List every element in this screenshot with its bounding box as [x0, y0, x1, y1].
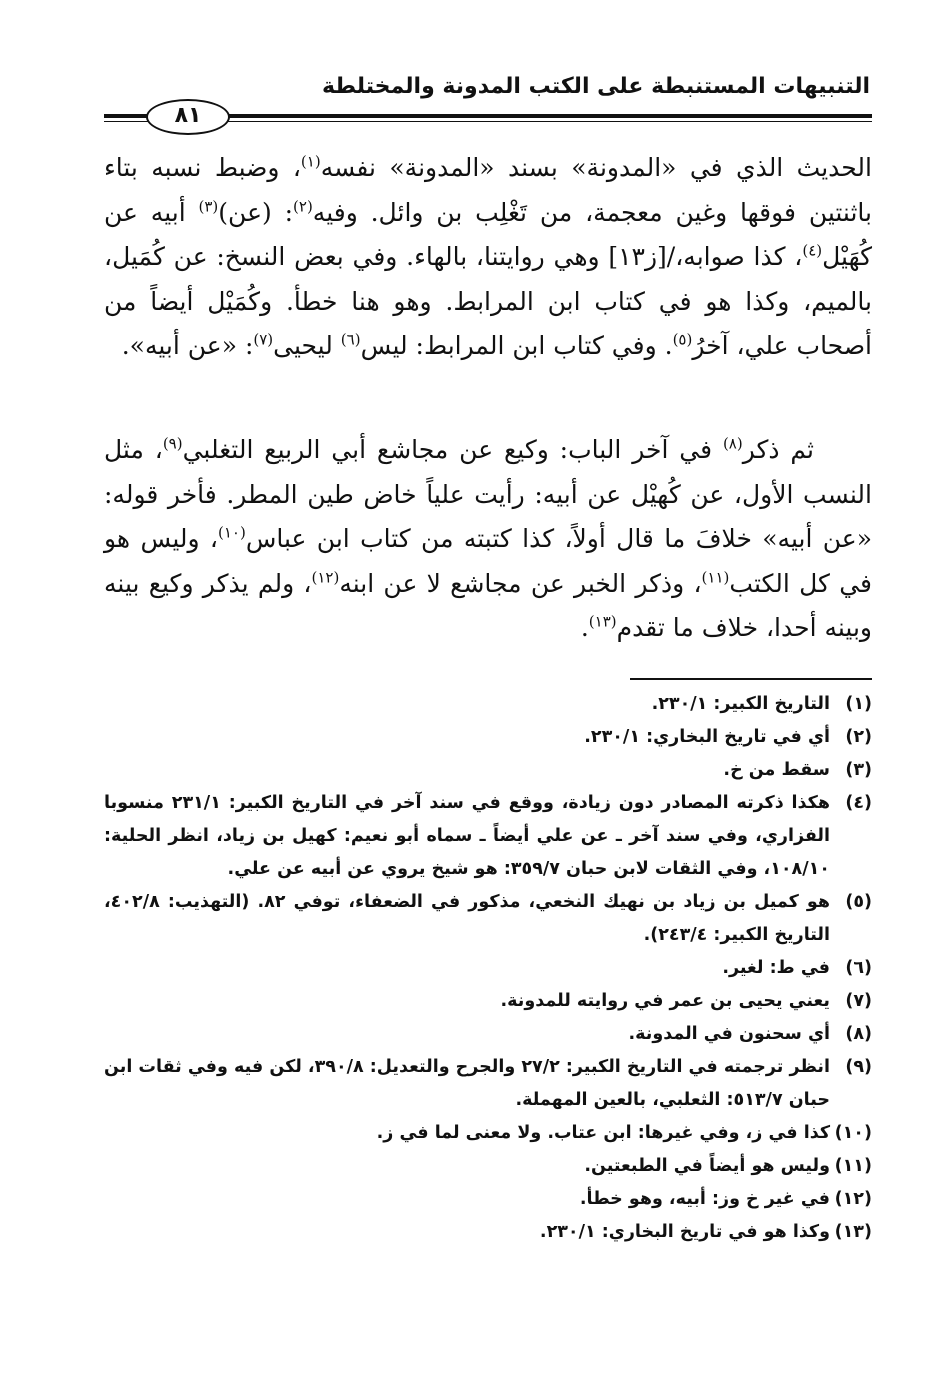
footnote-number: (١١) [834, 1156, 872, 1176]
footnote-text: في غير خ وز: أبيه، وهو خطأ. [579, 1189, 830, 1209]
footnote-text: في ط: لغير. [722, 958, 830, 978]
footnote-ref: (٥) [672, 330, 693, 349]
body-text-run: : «عن أبيه». [121, 331, 254, 360]
footnote-text: أي في تاريخ البخاري: ٢٣٠/١. [584, 727, 830, 747]
body-text-run: . [580, 613, 589, 642]
footnote-item [104, 1150, 872, 1183]
body-text-run: . وفي كتاب ابن المرابط: ليس [360, 331, 673, 360]
footnote-ref: (٤) [802, 241, 823, 260]
page-number-badge: ٨١ [146, 99, 230, 135]
footnote-ref: (١) [300, 152, 321, 171]
footnote-item [104, 1018, 872, 1051]
footnote-ref: (٢) [293, 197, 313, 216]
footnote-ref: (٧) [253, 330, 274, 349]
footnote-number: (٧) [845, 991, 872, 1011]
footnote-number: (٤) [845, 793, 872, 813]
body-text-run: ثم ذكر [742, 435, 815, 464]
footnote-ref: (٣) [198, 197, 219, 216]
footnote-ref: (٩) [162, 434, 183, 453]
body-paragraph-1 [104, 146, 872, 369]
footnote-number: (٦) [845, 958, 872, 978]
body-text-run: ، ولم يذكر وكيع بينه وبينه أحدا، خلاف ما تقدم [104, 568, 872, 642]
footnote-text: التاريخ الكبير: ٢٣٠/١. [651, 694, 830, 714]
footnote-item [104, 721, 872, 754]
body-text-run: ، مثل النسب الأول، عن كُهيْل عن أبيه: رأيت علياً خاض طين المطر. فأخر قوله: «عن أبيه» خلافَ ما قال أولاً، كذا كتبته من كتاب ابن عباس [104, 435, 872, 553]
footnote-number: (٨) [845, 1024, 872, 1044]
footnote-text: يعني يحيى بن عمر في روايته للمدونة. [500, 991, 830, 1011]
footnote-item [104, 1216, 872, 1249]
footnote-ref: (١١) [701, 568, 730, 587]
footnote-ref: (٨) [722, 434, 743, 453]
footnote-number: (٢) [845, 727, 872, 747]
footnote-item [104, 787, 872, 886]
body-text-run: في آخر الباب: وكيع عن مجاشع أبي الربيع التغلبي [182, 435, 723, 464]
footnote-item [104, 1051, 872, 1117]
footnote-text: وليس هو أيضاً في الطبعتين. [584, 1156, 830, 1176]
footnote-text: أي سحنون في المدونة. [628, 1024, 830, 1044]
body-text-run: أبيه عن كُهَيْل [104, 197, 873, 271]
body-text-run: ، وضبط نسبه بتاء باثنتين فوقها وغين معجمة، من تَغْلِب بن وائل. وفيه [104, 153, 873, 227]
footnote-text: انظر ترجمته في التاريخ الكبير: ٢٧/٢ والجرح والتعديل: ٣٩٠/٨، لكن فيه وفي ثقات ابن حبان ٥١٣/٧: الثعلبي، بالعين المهملة. [104, 1057, 830, 1110]
footnote-number: (١٢) [834, 1189, 872, 1209]
footnote-item [104, 754, 872, 787]
footnote-item [104, 952, 872, 985]
body-text-run: الحديث الذي في «المدونة» بسند «المدونة» نفسه [320, 153, 872, 182]
footnote-item [104, 1117, 872, 1150]
footnote-text: وكذا هو في تاريخ البخاري: ٢٣٠/١. [539, 1222, 830, 1242]
footnote-number: (٣) [845, 760, 872, 780]
body-text-run: ، وليس هو في كل الكتب [104, 524, 872, 598]
footnote-number: (٥) [845, 892, 872, 912]
footnote-ref: (١٠) [218, 523, 246, 542]
footnote-number: (١٣) [834, 1222, 872, 1242]
body-text-run: : (عن) [218, 197, 294, 227]
footnote-list [104, 688, 872, 1249]
footnote-item [104, 688, 872, 721]
footnote-number: (١) [845, 694, 872, 714]
footnote-item [104, 1183, 872, 1216]
footnote-ref: (١٢) [311, 568, 340, 587]
body-text-run: ، كذا صوابه،/[ز١٣] وهي روايتنا، بالهاء. وفي بعض النسخ: عن كُمَيل، بالميم، وكذا هو في كتاب ابن المرابط. وهو هنا خطأ. وكُمَيْل أيضاً من أصحاب علي، آخرُ [104, 242, 872, 360]
footnote-text: سقط من خ. [723, 760, 830, 780]
running-head-title: التنبيهات المستنبطة على الكتب المدونة والمختلطة [321, 74, 870, 99]
footnote-item [104, 985, 872, 1018]
footnote-number: (٩) [845, 1057, 872, 1077]
footnote-number: (١٠) [834, 1123, 872, 1143]
footnote-ref: (٦) [340, 330, 361, 349]
body-text-run: ليحيى [273, 331, 341, 360]
footnote-item [104, 886, 872, 952]
footnote-ref: (١٣) [588, 612, 617, 631]
footnote-text: هو كميل بن زياد بن نهيك النخعي، مذكور في الضعفاء، توفي ٨٢. (التهذيب: ٤٠٢/٨، التاريخ الكبير: ٢٤٣/٤). [104, 892, 830, 945]
body-text-run: ، وذكر الخبر عن مجاشع لا عن ابنه [339, 568, 702, 598]
footnote-text: هكذا ذكرته المصادر دون زيادة، ووقع في سند آخر في التاريخ الكبير: ٢٣١/١ منسوبا الفزاري، وفي سند آخر ـ عن علي أيضاً ـ سماه أبو نعيم: كهيل بن زياد، انظر الحلية: ١٠٨/١٠، وفي الثقات لابن حبان ٣٥٩/٧: هو شيخ يروي عن أبيه عن علي. [104, 793, 830, 879]
footnote-separator [630, 678, 872, 680]
footnote-text: كذا في ز، وفي غيرها: ابن عتاب. ولا معنى لما في ز. [376, 1123, 830, 1143]
body-paragraph-2 [104, 428, 872, 651]
